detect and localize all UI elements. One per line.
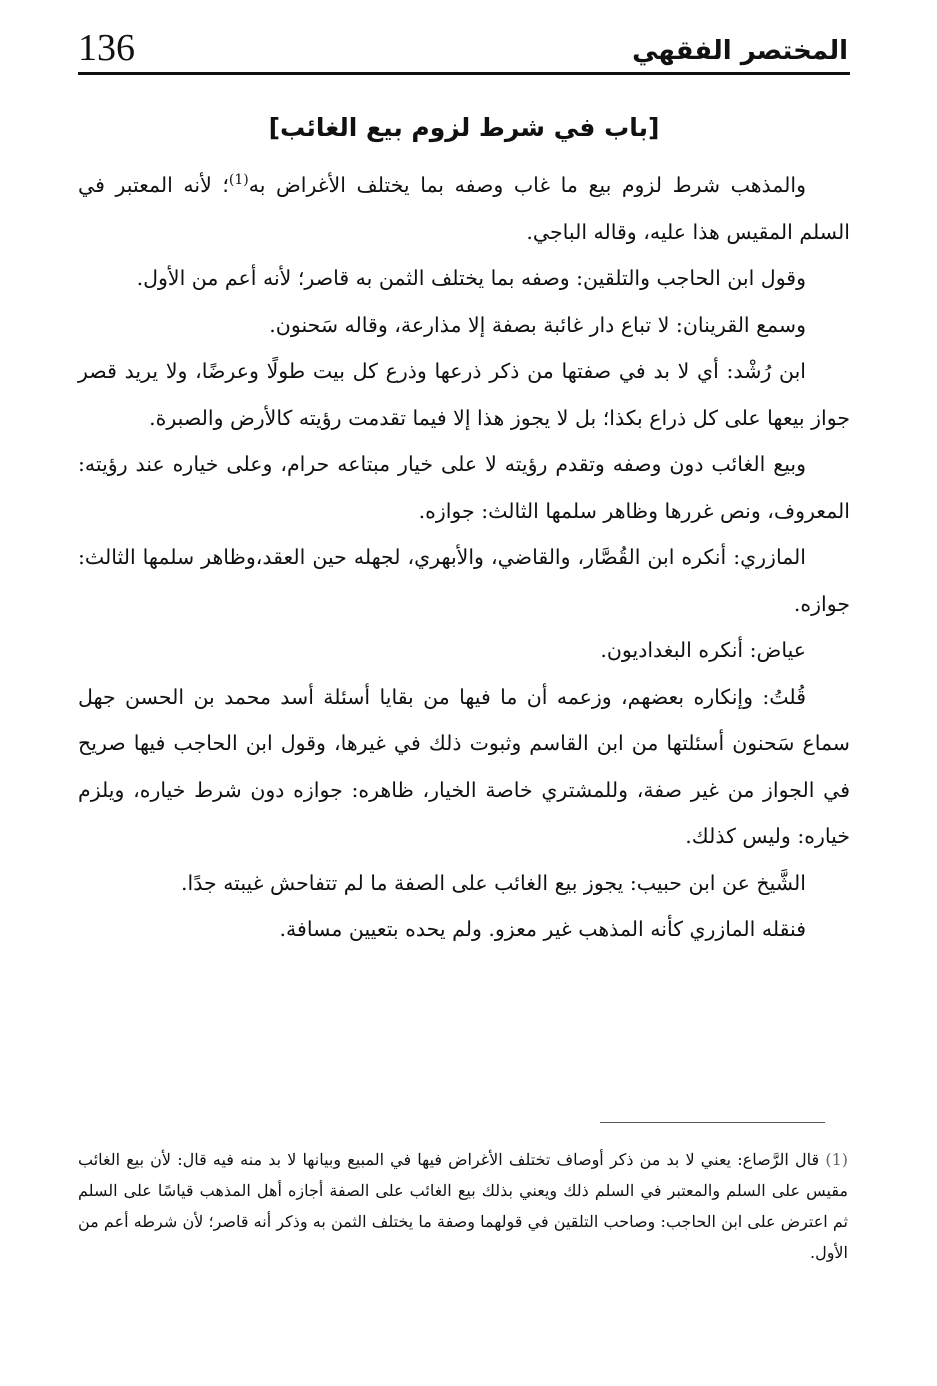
footnote-reference[interactable]: (1) bbox=[228, 172, 249, 189]
paragraph: وسمع القرينان: لا تباع دار غائبة بصفة إلا مذارعة، وقاله سَحنون. bbox=[269, 312, 806, 337]
footnote-marker: (1) bbox=[825, 1150, 848, 1169]
paragraph: فنقله المازري كأنه المذهب غير معزو. ولم يحده بتعيين مسافة. bbox=[279, 917, 806, 941]
paragraph: ابن رُشْد: أي لا بد في صفتها من ذكر ذرعها وذرع كل بيت طولًا وعرضًا، ولا يريد قصر جواز بيعها على كل ذراع بكذا؛ بل لا يجوز هذا إلا فيما تقدمت رؤيته كالأرض والصبرة. bbox=[78, 359, 850, 430]
footnote-text: قال الرَّصاع: يعني لا بد من ذكر أوصاف تختلف الأغراض فيها في المبيع وبيانها لا بد منه فيه قال: لأن بيع الغائب مقيس على السلم والمعتبر في السلم ذلك ويعني بذلك بيع الغائب على الصفة أجازه أهل المذهب قياسًا على السلم ثم اعترض على ابن الحاجب: وصاحب التلقين في قولهما وصفة ما يختلف الثمن به وذكر أنه قاصر؛ لأن شرطه أعم من الأول. bbox=[78, 1150, 848, 1262]
running-title: المختصر الفقهي bbox=[632, 36, 848, 66]
page-header bbox=[78, 24, 848, 72]
footnote bbox=[78, 1144, 848, 1268]
paragraph bbox=[78, 162, 850, 255]
body-text bbox=[78, 162, 850, 953]
chapter-title: [باب في شرط لزوم بيع الغائب] bbox=[268, 113, 660, 142]
paragraph: المازري: أنكره ابن القُصَّار، والقاضي، والأبهري، لجهله حين العقد،وظاهر سلمها الثالث: جوازه. bbox=[78, 545, 850, 616]
paragraph: الشَّيخ عن ابن حبيب: يجوز بيع الغائب على الصفة ما لم تتفاحش غيبته جدًا. bbox=[181, 870, 806, 895]
paragraph-text: ؛ لأنه المعتبر في السلم المقيس هذا عليه، وقاله الباجي. bbox=[78, 173, 850, 244]
paragraph: وقول ابن الحاجب والتلقين: وصفه بما يختلف الثمن به قاصر؛ لأنه أعم من الأول. bbox=[136, 266, 806, 290]
page-number: 136 bbox=[78, 27, 135, 69]
paragraph: قُلتُ: وإنكاره بعضهم، وزعمه أن ما فيها من بقايا أسئلة أسد محمد بن الحسن جهل سماع سَحنون أسئلتها من ابن القاسم وثبوت ذلك في غيرها، وقول ابن الحاجب فيها صريح في الجواز من غير صفة، وللمشتري خاصة الخيار، ظاهره: جوازه دون شرط خياره، ويلزم خياره: وليس كذلك. bbox=[78, 684, 850, 848]
paragraph-text: والمذهب شرط لزوم بيع ما غاب وصفه بما يختلف الأغراض به bbox=[248, 173, 806, 197]
paragraph: عياض: أنكره البغداديون. bbox=[600, 638, 806, 662]
header-rule bbox=[78, 72, 850, 75]
footnote-separator bbox=[600, 1122, 825, 1123]
paragraph: وبيع الغائب دون وصفه وتقدم رؤيته لا على خيار مبتاعه حرام، وعلى خياره عند رؤيته: المعروف، ونص غررها وظاهر سلمها الثالث: جوازه. bbox=[78, 452, 850, 523]
